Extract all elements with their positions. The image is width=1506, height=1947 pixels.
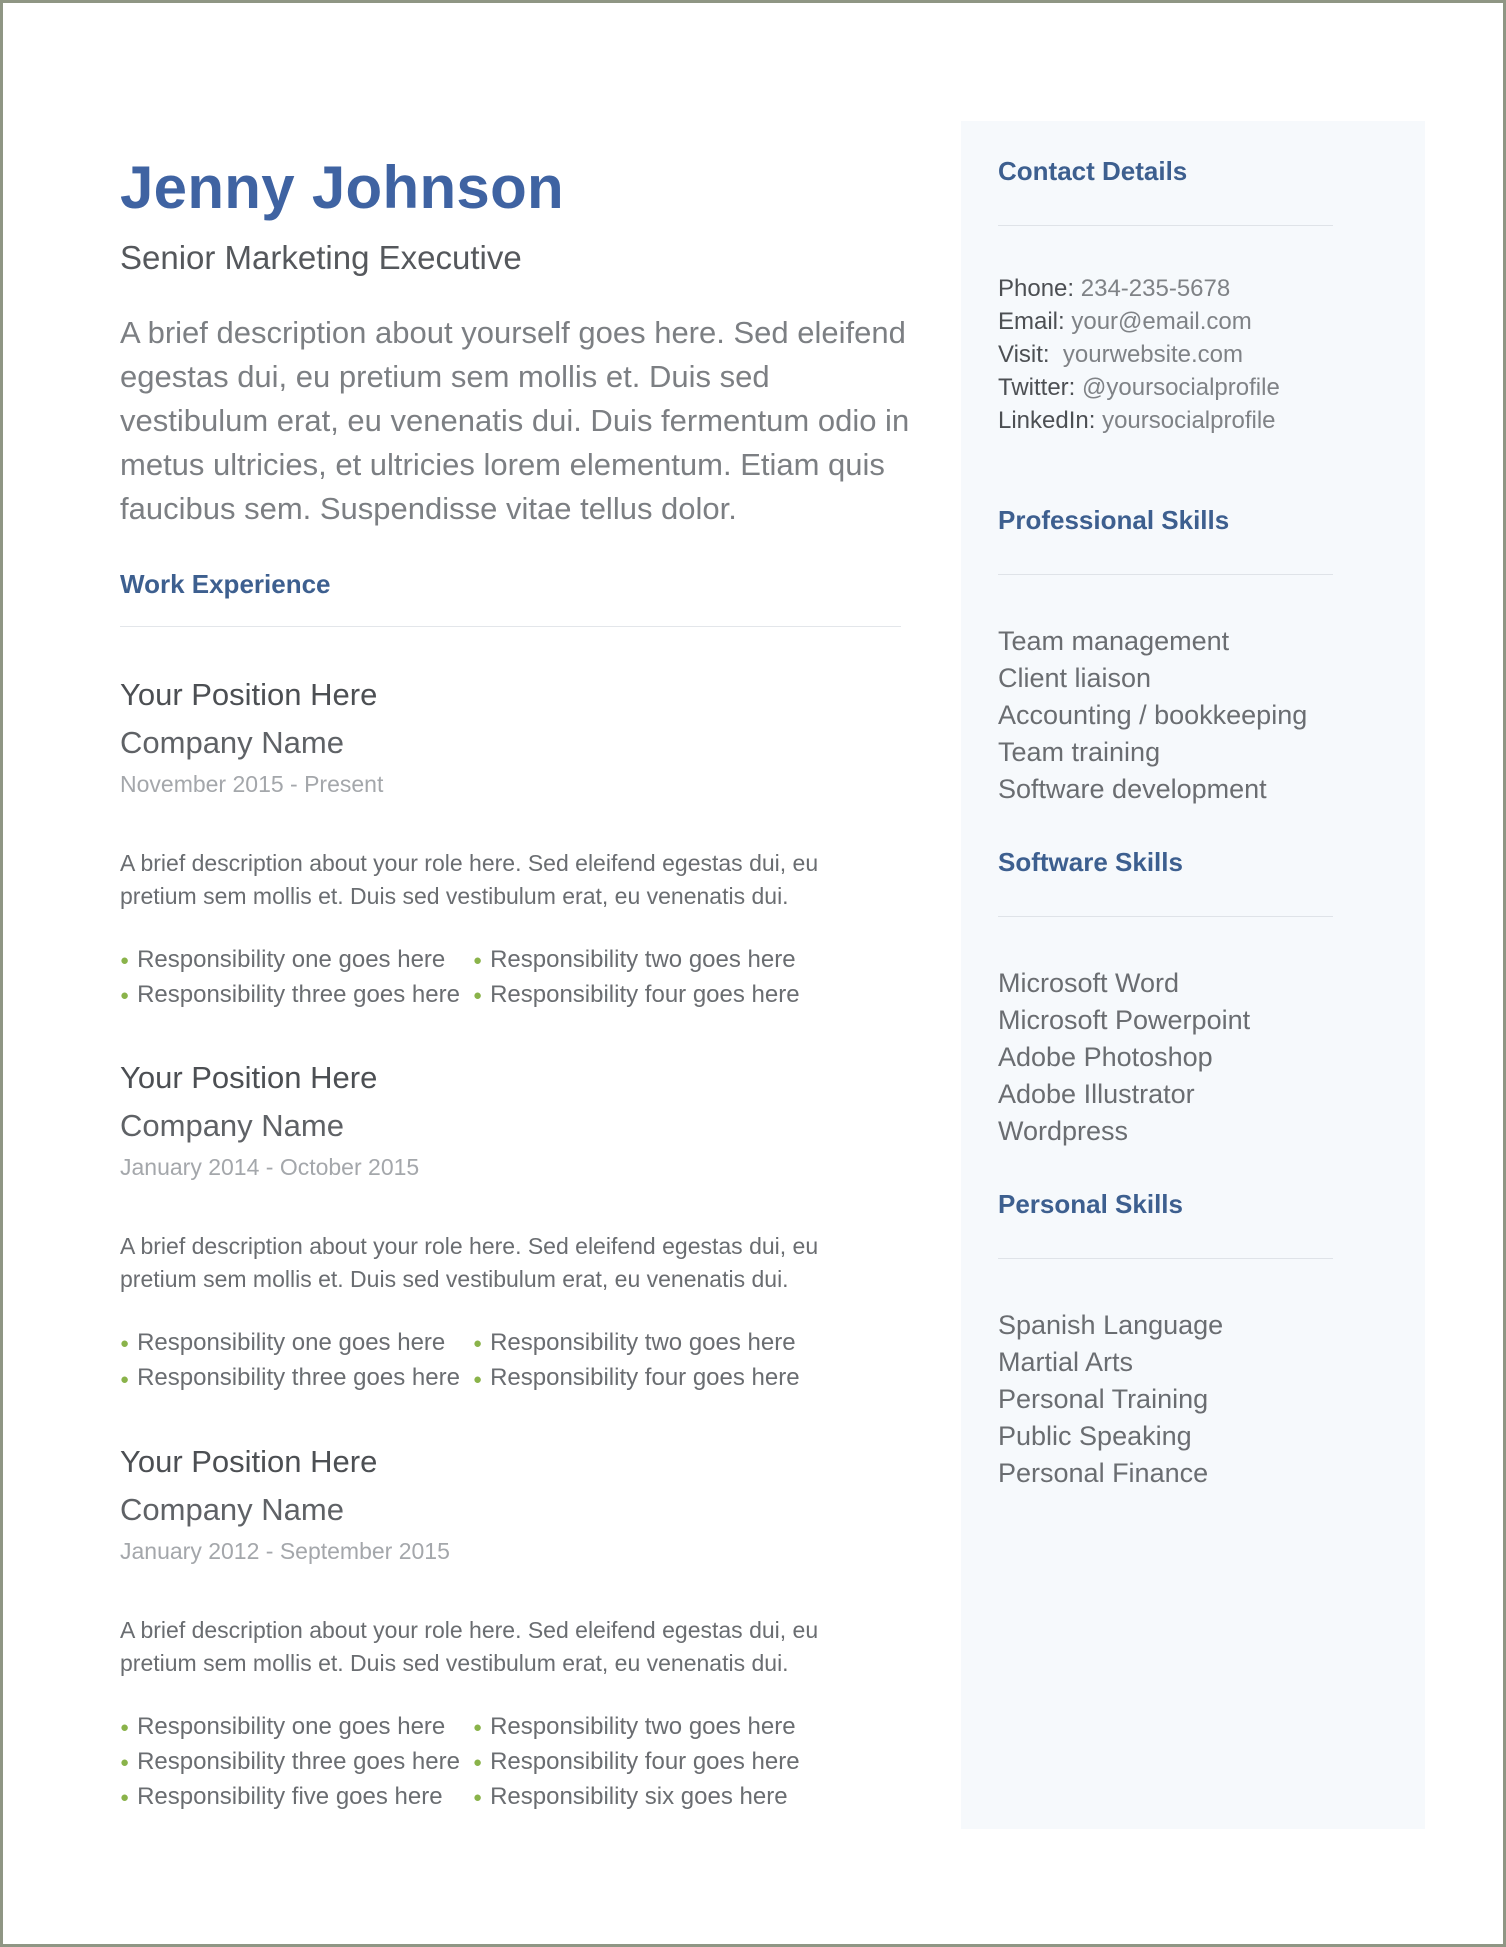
responsibility-list: [120, 943, 920, 1012]
personal-skills-list: [998, 1307, 1333, 1492]
skill-item: Public Speaking: [998, 1421, 1192, 1451]
skill-item: Adobe Illustrator: [998, 1079, 1195, 1109]
responsibility-text: Responsibility two goes here: [490, 1712, 796, 1740]
job-company: Company Name: [120, 1108, 344, 1144]
software-skills-list: [998, 965, 1333, 1150]
responsibility-item: [473, 943, 833, 977]
bullet-icon: ●: [120, 1718, 130, 1736]
skill-item: Martial Arts: [998, 1347, 1134, 1377]
skill-item: Personal Finance: [998, 1458, 1209, 1488]
bullet-icon: ●: [120, 1789, 130, 1807]
responsibility-text: Responsibility one goes here: [137, 1712, 446, 1740]
job-dates: January 2014 - October 2015: [120, 1154, 420, 1181]
section-divider: [120, 626, 901, 627]
contact-value: your@email.com: [1071, 308, 1252, 335]
skill-item: Microsoft Powerpoint: [998, 1005, 1251, 1035]
contact-email: [998, 305, 1333, 338]
job-description: A brief description about your role here. Sed eleifend egestas dui, eu pretium sem mollis et. Duis sed vestibulum erat, eu venenatis dui.: [120, 850, 819, 909]
section-divider: [998, 1258, 1333, 1259]
responsibility-item: [120, 1745, 473, 1779]
bullet-icon: ●: [120, 1335, 130, 1353]
main-column: [120, 155, 920, 1814]
skill-item: Accounting / bookkeeping: [998, 700, 1308, 730]
job-company: Company Name: [120, 1491, 344, 1527]
skill-item: Client liaison: [998, 663, 1152, 693]
bullet-icon: ●: [120, 987, 130, 1005]
job-list: [120, 677, 920, 1814]
responsibility-item: [473, 1361, 833, 1395]
bullet-icon: ●: [473, 987, 483, 1005]
responsibility-text: Responsibility three goes here: [137, 981, 460, 1009]
responsibility-item: [120, 1780, 473, 1814]
responsibility-item: [473, 1780, 833, 1814]
job-entry: [120, 1444, 920, 1814]
contact-list: [998, 272, 1333, 437]
responsibility-item: [120, 978, 473, 1012]
bullet-icon: ●: [473, 1718, 483, 1736]
bullet-icon: ●: [473, 1370, 483, 1388]
responsibility-item: [473, 978, 833, 1012]
contact-label: Twitter:: [998, 374, 1076, 401]
contact-linkedin: [998, 404, 1333, 437]
bullet-icon: ●: [120, 952, 130, 970]
section-divider: [998, 574, 1333, 575]
candidate-name: Jenny Johnson: [120, 154, 564, 221]
professional-skills-list: [998, 623, 1333, 808]
responsibility-item: [473, 1326, 833, 1360]
job-dates: January 2012 - September 2015: [120, 1537, 450, 1564]
skill-item: Team training: [998, 737, 1161, 767]
skill-item: Wordpress: [998, 1116, 1129, 1146]
contact-details-heading: Contact Details: [998, 156, 1188, 186]
profile-summary: A brief description about yourself goes here. Sed eleifend egestas dui, eu pretium sem mollis et. Duis sed vestibulum erat, eu venenatis dui. Duis fermentum odio in metus ultricies, et ultricies lorem elementum. Etiam quis faucibus sem. Suspendisse vitae tellus dolor.: [120, 315, 910, 526]
responsibility-text: Responsibility five goes here: [137, 1782, 443, 1810]
skill-item: Team management: [998, 626, 1230, 656]
work-experience-heading: Work Experience: [120, 569, 331, 599]
responsibility-list: [120, 1710, 920, 1814]
responsibility-text: Responsibility three goes here: [137, 1364, 460, 1392]
bullet-icon: ●: [120, 1753, 130, 1771]
responsibility-item: [120, 1361, 473, 1395]
bullet-icon: ●: [120, 1370, 130, 1388]
personal-skills-heading: Personal Skills: [998, 1189, 1183, 1219]
job-position: Your Position Here: [120, 1443, 378, 1479]
sidebar: [961, 121, 1425, 1829]
contact-phone: [998, 272, 1333, 305]
responsibility-text: Responsibility two goes here: [490, 1329, 796, 1357]
contact-value: yoursocialprofile: [1102, 407, 1276, 434]
skill-item: Personal Training: [998, 1384, 1209, 1414]
contact-label: Email:: [998, 308, 1065, 335]
job-entry: [120, 1060, 920, 1395]
contact-value: yourwebsite.com: [1062, 341, 1243, 368]
contact-label: Phone:: [998, 275, 1075, 302]
contact-website: [998, 338, 1333, 371]
job-description: A brief description about your role here. Sed eleifend egestas dui, eu pretium sem mollis et. Duis sed vestibulum erat, eu venenatis dui.: [120, 1233, 819, 1293]
responsibility-text: Responsibility one goes here: [137, 1329, 446, 1357]
responsibility-item: [120, 943, 473, 977]
contact-label: Visit:: [998, 341, 1050, 368]
bullet-icon: ●: [473, 1789, 483, 1807]
job-position: Your Position Here: [120, 677, 378, 712]
responsibility-item: [473, 1745, 833, 1779]
skill-item: Software development: [998, 774, 1267, 804]
responsibility-text: Responsibility six goes here: [490, 1782, 788, 1810]
responsibility-text: Responsibility four goes here: [490, 1747, 800, 1775]
job-entry: [120, 677, 920, 1012]
contact-value: @yoursocialprofile: [1082, 374, 1280, 401]
job-company: Company Name: [120, 725, 344, 760]
responsibility-text: Responsibility four goes here: [490, 981, 800, 1009]
job-description: A brief description about your role here. Sed eleifend egestas dui, eu pretium sem mollis et. Duis sed vestibulum erat, eu venenatis dui.: [120, 1616, 819, 1676]
contact-twitter: [998, 371, 1333, 404]
responsibility-text: Responsibility four goes here: [490, 1364, 800, 1392]
skill-item: Microsoft Word: [998, 968, 1180, 998]
bullet-icon: ●: [473, 1335, 483, 1353]
section-divider: [998, 225, 1333, 226]
job-dates: November 2015 - Present: [120, 771, 384, 797]
skill-item: Adobe Photoshop: [998, 1042, 1213, 1072]
responsibility-list: [120, 1326, 920, 1395]
candidate-title: Senior Marketing Executive: [120, 239, 522, 276]
responsibility-text: Responsibility two goes here: [490, 946, 796, 973]
sidebar-content: [998, 156, 1333, 1492]
professional-skills-heading: Professional Skills: [998, 505, 1230, 535]
bullet-icon: ●: [473, 1753, 483, 1771]
skill-item: Spanish Language: [998, 1310, 1224, 1340]
responsibility-text: Responsibility three goes here: [137, 1747, 460, 1775]
job-position: Your Position Here: [120, 1060, 378, 1096]
responsibility-item: [120, 1710, 473, 1744]
contact-label: LinkedIn:: [998, 407, 1096, 434]
section-divider: [998, 916, 1333, 917]
responsibility-item: [120, 1326, 473, 1360]
responsibility-text: Responsibility one goes here: [137, 946, 446, 973]
bullet-icon: ●: [473, 952, 483, 970]
responsibility-item: [473, 1710, 833, 1744]
contact-value: 234-235-5678: [1080, 275, 1231, 302]
software-skills-heading: Software Skills: [998, 847, 1183, 877]
